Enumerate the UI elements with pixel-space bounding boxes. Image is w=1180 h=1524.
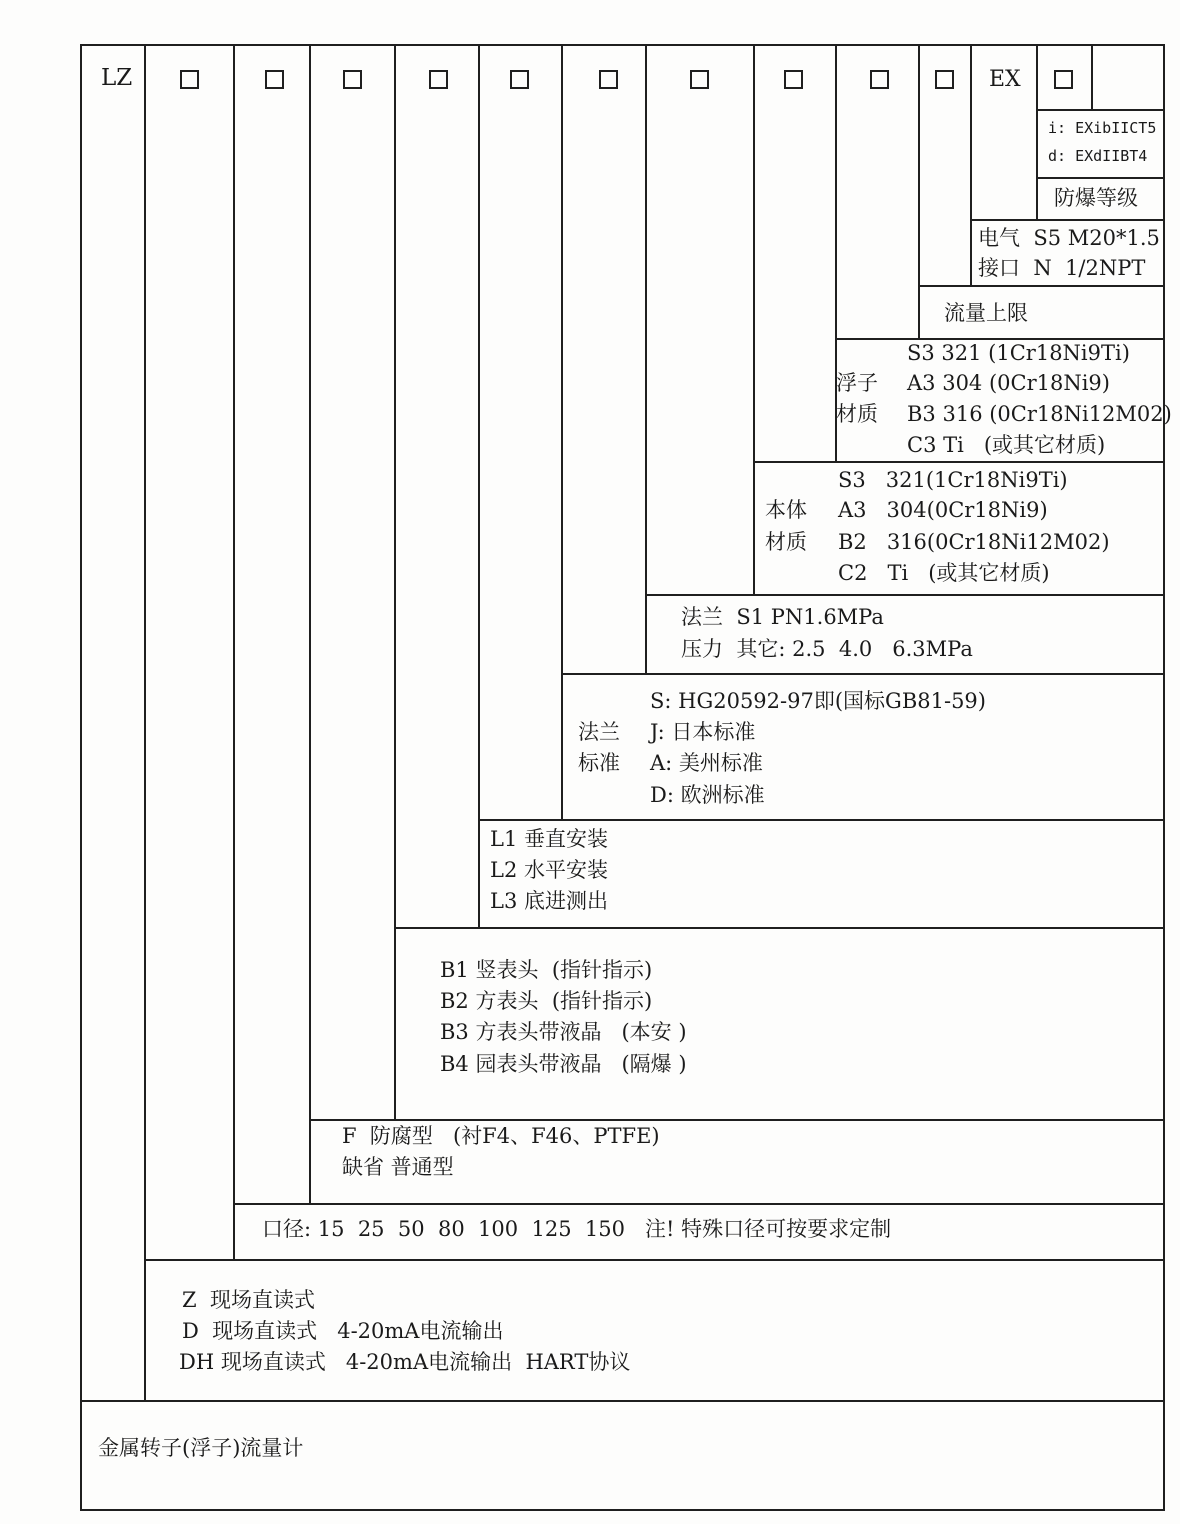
col-line-1 bbox=[144, 44, 146, 1401]
row-line-type bbox=[144, 1259, 1164, 1261]
diameter-line: 口径: 15 25 50 80 100 125 150 注! 特殊口径可按要求定制 bbox=[262, 1217, 892, 1241]
indicator-option: B2 方表头 (指针指示) bbox=[440, 989, 653, 1013]
code-box-indicator[interactable] bbox=[429, 70, 448, 89]
footer-title: 金属转子(浮子)流量计 bbox=[98, 1436, 304, 1460]
model-prefix: LZ bbox=[101, 65, 133, 91]
float-material-title-2: 材质 bbox=[836, 402, 878, 426]
col-line-2 bbox=[233, 44, 235, 1260]
flange-pressure-line-1: 法兰 S1 PN1.6MPa bbox=[681, 605, 884, 629]
code-box-float-material[interactable] bbox=[870, 70, 889, 89]
type-option: Z 现场直读式 bbox=[182, 1288, 315, 1312]
code-box-flange-standard[interactable] bbox=[599, 70, 618, 89]
body-material-title-2: 材质 bbox=[765, 530, 807, 554]
row-line-flow-limit bbox=[918, 285, 1164, 287]
body-material-option: B2 316(0Cr18Ni12M02) bbox=[838, 530, 1110, 554]
installation-option: L1 垂直安装 bbox=[490, 827, 608, 851]
row-line-indicator bbox=[394, 927, 1164, 929]
explosion-title: 防爆等级 bbox=[1054, 186, 1138, 210]
col-line-6 bbox=[561, 44, 563, 820]
row-line-footer bbox=[80, 1400, 1165, 1402]
col-line-13 bbox=[1091, 44, 1093, 110]
row-line-flange-standard bbox=[561, 673, 1164, 675]
electrical-line-2: 接口 N 1/2NPT bbox=[978, 256, 1146, 280]
row-line-ex-codes bbox=[1036, 109, 1164, 111]
flange-standard-option: S: HG20592-97即(国标GB81-59) bbox=[650, 689, 986, 713]
col-line-4 bbox=[394, 44, 396, 1120]
col-line-7 bbox=[645, 44, 647, 674]
row-line-ex-title bbox=[1036, 177, 1164, 179]
float-material-option: C3 Ti (或其它材质) bbox=[907, 433, 1106, 457]
row-line-installation bbox=[478, 819, 1164, 821]
flange-standard-option: A: 美州标准 bbox=[650, 751, 763, 775]
frame-right bbox=[1163, 44, 1165, 1511]
col-line-10 bbox=[918, 44, 920, 339]
float-material-title-1: 浮子 bbox=[836, 371, 878, 395]
explosion-code-i: i: EXibIICT5 bbox=[1048, 119, 1157, 137]
col-line-3 bbox=[309, 44, 311, 1204]
code-box-diameter[interactable] bbox=[180, 70, 199, 89]
row-line-diameter bbox=[233, 1203, 1164, 1205]
body-material-title-1: 本体 bbox=[765, 498, 807, 522]
body-material-option: A3 304(0Cr18Ni9) bbox=[838, 498, 1048, 522]
body-material-option: C2 Ti (或其它材质) bbox=[838, 561, 1050, 585]
frame-bottom bbox=[80, 1509, 1165, 1511]
row-line-corrosion bbox=[309, 1119, 1164, 1121]
body-material-option: S3 321(1Cr18Ni9Ti) bbox=[838, 468, 1068, 492]
frame-left bbox=[80, 44, 82, 1511]
code-box-flange-pressure[interactable] bbox=[690, 70, 709, 89]
code-box-installation[interactable] bbox=[510, 70, 529, 89]
row-line-flange-pressure bbox=[645, 594, 1164, 596]
flange-pressure-line-2: 压力 其它: 2.5 4.0 6.3MPa bbox=[681, 637, 973, 661]
flange-standard-title-2: 标准 bbox=[578, 751, 620, 775]
col-line-12 bbox=[1036, 44, 1038, 220]
type-option: DH 现场直读式 4-20mA电流输出 HART协议 bbox=[179, 1350, 631, 1374]
code-box-body-material[interactable] bbox=[784, 70, 803, 89]
flange-standard-option: D: 欧洲标准 bbox=[650, 783, 765, 807]
ex-label: EX bbox=[989, 67, 1021, 92]
installation-option: L2 水平安装 bbox=[490, 858, 608, 882]
flange-standard-option: J: 日本标准 bbox=[650, 720, 756, 744]
indicator-option: B3 方表头带液晶 (本安 ) bbox=[440, 1020, 687, 1044]
col-line-5 bbox=[478, 44, 480, 928]
code-box-corrosion[interactable] bbox=[343, 70, 362, 89]
corrosion-line-2: 缺省 普通型 bbox=[342, 1155, 454, 1179]
col-line-9 bbox=[835, 44, 837, 462]
corrosion-line-1: F 防腐型 (衬F4、F46、PTFE) bbox=[342, 1124, 660, 1148]
row-line-body-material bbox=[753, 461, 1164, 463]
code-box-explosion[interactable] bbox=[1054, 70, 1073, 89]
col-line-8 bbox=[753, 44, 755, 595]
row-line-electrical bbox=[970, 219, 1164, 221]
flow-limit-title: 流量上限 bbox=[944, 301, 1028, 325]
col-line-11 bbox=[970, 44, 972, 286]
code-box-type[interactable] bbox=[265, 70, 284, 89]
row-line-float-material bbox=[835, 338, 1164, 340]
float-material-option: S3 321 (1Cr18Ni9Ti) bbox=[907, 341, 1130, 365]
type-option: D 现场直读式 4-20mA电流输出 bbox=[182, 1319, 504, 1343]
explosion-code-d: d: EXdIIBT4 bbox=[1048, 147, 1148, 165]
electrical-line-1: 电气 S5 M20*1.5 bbox=[978, 226, 1160, 250]
frame-top bbox=[80, 44, 1165, 46]
installation-option: L3 底进测出 bbox=[490, 889, 608, 913]
float-material-option: B3 316 (0Cr18Ni12M02) bbox=[907, 402, 1172, 426]
code-box-flow-limit[interactable] bbox=[935, 70, 954, 89]
indicator-option: B1 竖表头 (指针指示) bbox=[440, 958, 653, 982]
flange-standard-title-1: 法兰 bbox=[578, 720, 620, 744]
indicator-option: B4 园表头带液晶 (隔爆 ) bbox=[440, 1052, 687, 1076]
float-material-option: A3 304 (0Cr18Ni9) bbox=[907, 371, 1110, 395]
